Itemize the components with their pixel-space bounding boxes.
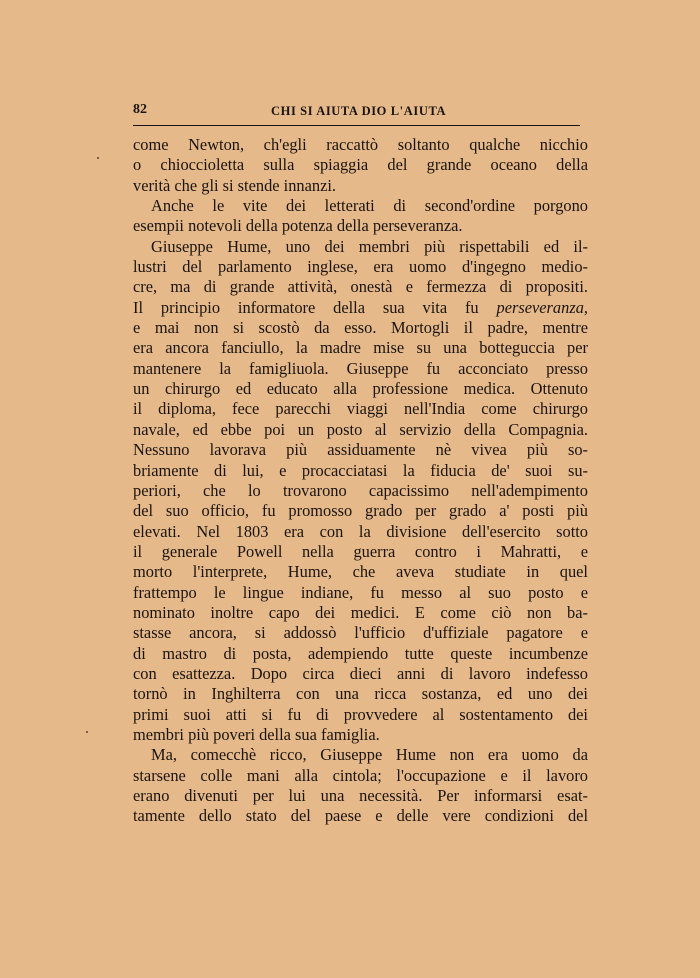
text-line: elevati. Nel 1803 era con la divisione dell'esercito sotto [133, 521, 588, 541]
text-line: membri più poveri della sua famiglia. [133, 724, 380, 744]
text-line: un chirurgo ed educato alla professione medica. Ottenuto [133, 379, 588, 399]
header-rule [133, 125, 580, 126]
text-line: erano divenuti per lui una necessità. Per informarsi esat- [133, 786, 588, 805]
text-line: del suo officio, fu promosso grado per grado a' posti più [133, 501, 588, 521]
text-line: stasse ancora, si addossò l'ufficio d'uffiziale pagatore e [133, 623, 588, 643]
text-line: navale, ed ebbe poi un posto al servizio della Compagnia. [133, 419, 588, 439]
text-line: con esattezza. Dopo circa dieci anni di lavoro indefesso [133, 663, 588, 683]
text-line: briamente di lui, e procacciatasi la fiducia de' suoi su- [133, 460, 588, 480]
text-line: Giuseppe Hume, uno dei membri più rispettabili ed il- [151, 236, 588, 256]
text-line: tornò in Inghilterra con una ricca sostanza, ed uno dei [133, 684, 588, 704]
book-page [133, 100, 588, 826]
text-line: lustri del parlamento inglese, era uomo d'ingegno medio- [133, 257, 588, 277]
running-title: CHI SI AIUTA DIO L'AIUTA [271, 104, 447, 118]
text-line: il diploma, fece parecchi viaggi nell'India come chirurgo [133, 399, 588, 419]
text-line: tamente dello stato del paese e delle vere condizioni del [133, 806, 588, 826]
text-line: nominato inoltre capo dei medici. E come ciò non ba- [133, 602, 588, 622]
running-head [133, 100, 588, 122]
text-line: Nessuno lavorava più assiduamente nè vivea più so- [133, 440, 588, 460]
text-line: Il principio informatore della sua vita fu perseveranza, [133, 297, 588, 317]
text-line: come Newton, ch'egli raccattò soltanto qualche nicchio [133, 135, 588, 154]
text-line: cre, ma di grande attività, onestà e fermezza di propositi. [133, 277, 588, 297]
text-line: di mastro di posta, adempiendo tutte queste incumbenze [133, 643, 588, 663]
text-line: esempii notevoli della potenza della perseveranza. [133, 216, 463, 236]
text-line: Anche le vite dei letterati di second'ordine porgono [151, 196, 588, 216]
text-line: periori, che lo trovarono capacissimo nell'adempimento [133, 480, 588, 500]
text-line: era ancora fanciullo, la madre mise su una botteguccia per [133, 338, 588, 358]
text-line: mantenere la famigliuola. Giuseppe fu acconciato presso [133, 358, 588, 378]
text-line: o chioccioletta sulla spiaggia del grande oceano della [133, 155, 588, 175]
print-speck [97, 157, 99, 159]
text-line: il generale Powell nella guerra contro i Mahratti, e [133, 541, 588, 561]
text-line: frattempo le lingue indiane, fu messo al suo posto e [133, 582, 588, 602]
text-line: e mai non si scostò da esso. Mortogli il padre, mentre [133, 318, 588, 338]
text-line: starsene colle mani alla cintola; l'occupazione e il lavoro [133, 765, 588, 785]
text-line: primi suoi atti si fu di provvedere al sostentamento dei [133, 704, 588, 724]
body-text [133, 135, 588, 827]
text-line: verità che gli si stende innanzi. [133, 175, 336, 195]
text-line: Ma, comecchè ricco, Giuseppe Hume non era uomo da [151, 745, 588, 765]
text-line: morto l'interprete, Hume, che aveva studiate in quel [133, 562, 588, 582]
print-speck [86, 731, 88, 733]
page-number: 82 [133, 102, 147, 117]
emphasis: perseveranza, [496, 297, 588, 317]
